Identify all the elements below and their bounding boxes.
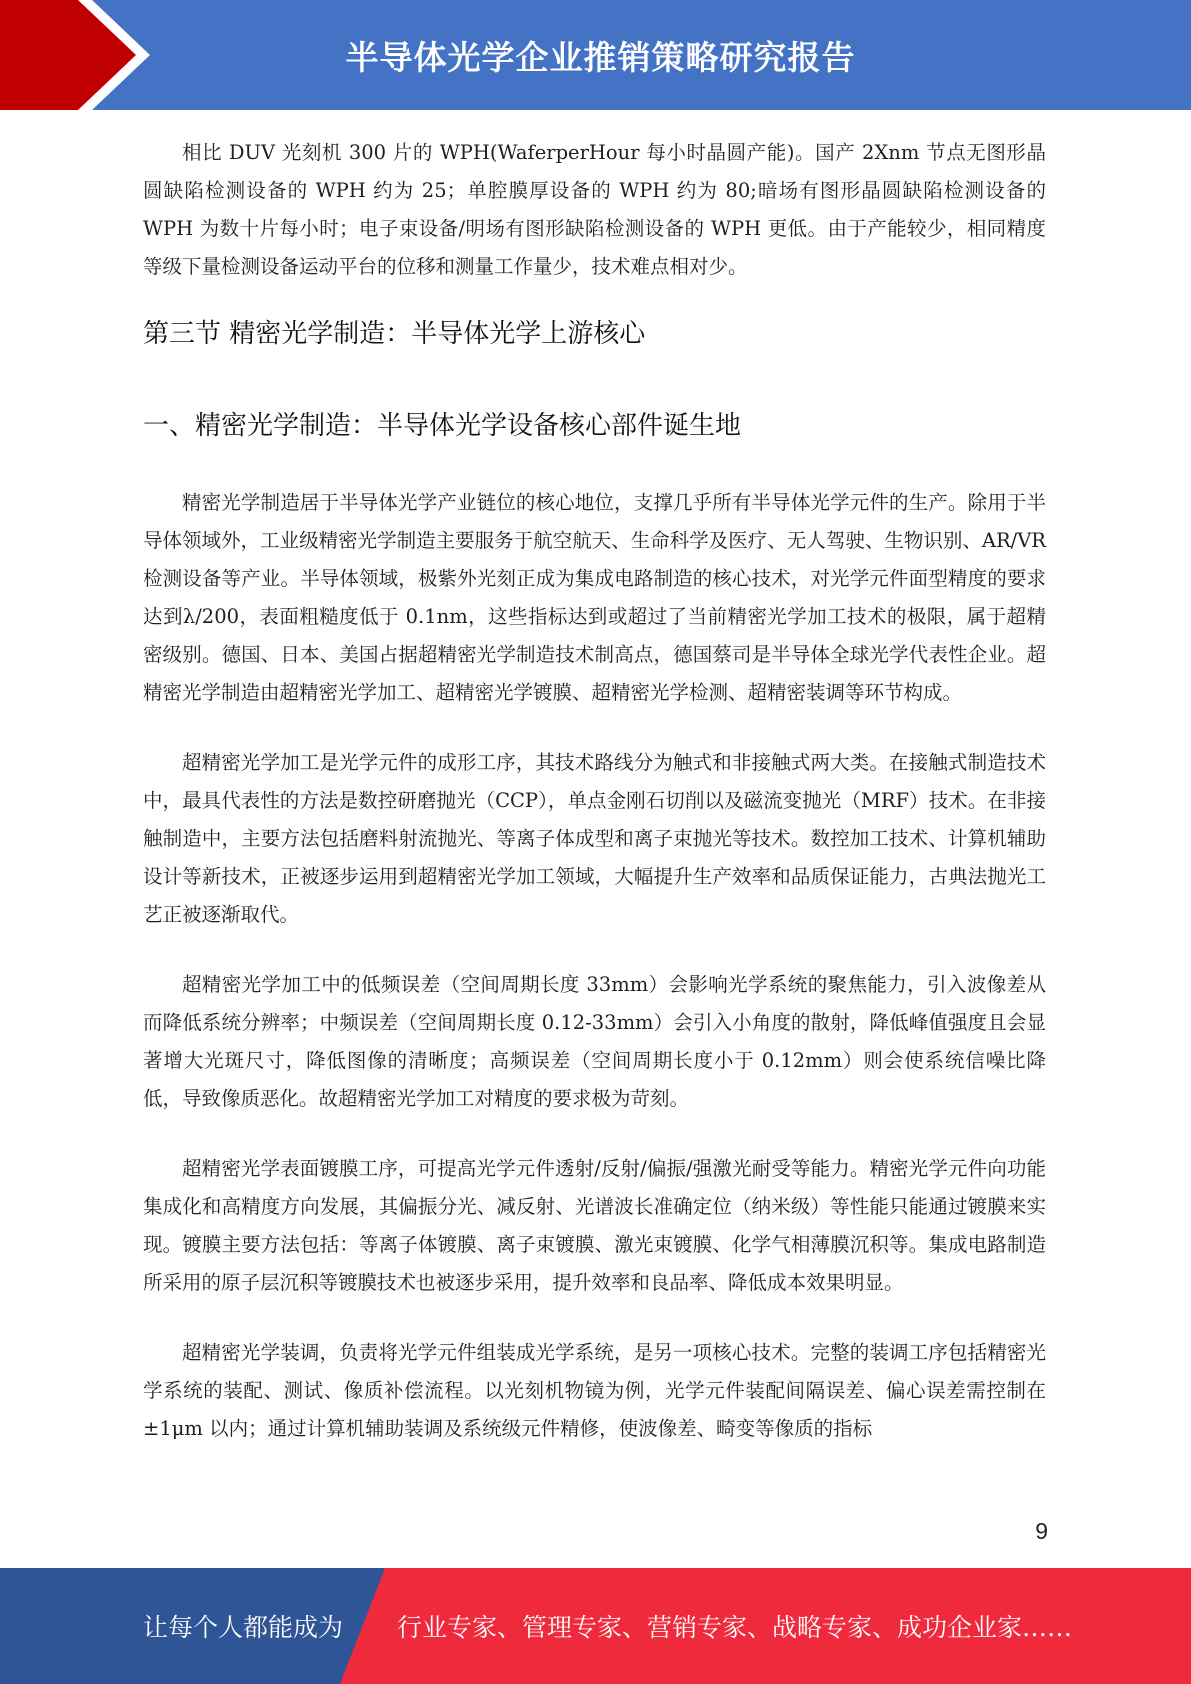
footer-slogan-right: 行业专家、管理专家、营销专家、战略专家、成功企业家…… — [397, 1613, 1073, 1642]
section-heading: 第三节 精密光学制造：半导体光学上游核心 — [143, 319, 646, 349]
report-title: 半导体光学企业推销策略研究报告 — [345, 37, 856, 77]
page-body — [143, 134, 1046, 1448]
subsection-heading: 一、精密光学制造：半导体光学设备核心部件诞生地 — [143, 411, 742, 441]
paragraph-precision-optics: 精密光学制造居于半导体光学产业链位的核心地位，支撑几乎所有半导体光学元件的生产。除用于半导体领域外，工业级精密光学制造主要服务于航空航天、生命科学及医疗、无人驾驶、生物识别、AR/VR 检测设备等产业。半导体领域，极紫外光刻正成为集成电路制造的核心技术，对光学元件面型精度的要求达到λ/200，表面粗糙度低于 0.1nm，这些指标达到或超过了当前精密光学加工技术的极限，属于超精密级别。德国、日本、美国占据超精密光学制造技术制高点，德国蔡司是半导体全球光学代表性企业。超精密光学制造由超精密光学加工、超精密光学镀膜、超精密光学检测、超精密装调等环节构成。 — [143, 491, 1046, 704]
page-footer-banner — [0, 1568, 1191, 1684]
paragraph-coating: 超精密光学表面镀膜工序，可提高光学元件透射/反射/偏振/强激光耐受等能力。精密光学元件向功能集成化和高精度方向发展，其偏振分光、减反射、光谱波长准确定位（纳米级）等性能只能通过镀膜来实现。镀膜主要方法包括：等离子体镀膜、离子束镀膜、激光束镀膜、化学气相薄膜沉积等。集成电路制造所采用的原子层沉积等镀膜技术也被逐步采用，提升效率和良品率、降低成本效果明显。 — [143, 1157, 1046, 1294]
page-number: 9 — [1035, 1518, 1048, 1544]
paragraph-ultra-precision-machining: 超精密光学加工是光学元件的成形工序，其技术路线分为触式和非接触式两大类。在接触式制造技术中，最具代表性的方法是数控研磨抛光（CCP），单点金刚石切削以及磁流变抛光（MRF）技术。在非接触制造中，主要方法包括磨料射流抛光、等离子体成型和离子束抛光等技术。数控加工技术、计算机辅助设计等新技术，正被逐步运用到超精密光学加工领域，大幅提升生产效率和品质保证能力，古典法抛光工艺正被逐渐取代。 — [143, 751, 1046, 926]
footer-slogan-left: 让每个人都能成为 — [143, 1613, 344, 1642]
paragraph-wph: 相比 DUV 光刻机 300 片的 WPH(WaferperHour 每小时晶圆产能)。国产 2Xnm 节点无图形晶圆缺陷检测设备的 WPH 约为 25；单腔膜厚设备的 WPH 约为 80;暗场有图形晶圆缺陷检测设备的 WPH 为数十片每小时；电子束设备/明场有图形缺陷检测设备的 WPH 更低。由于产能较少，相同精度等级下量检测设备运动平台的位移和测量工作量少，技术难点相对少。 — [143, 141, 1046, 278]
page-header-banner — [0, 0, 1191, 110]
paragraph-frequency-errors: 超精密光学加工中的低频误差（空间周期长度 33mm）会影响光学系统的聚焦能力，引入波像差从而降低系统分辨率；中频误差（空间周期长度 0.12-33mm）会引入小角度的散射，降低峰值强度且会显著增大光斑尺寸，降低图像的清晰度；高频误差（空间周期长度小于 0.12mm）则会使系统信噪比降低，导致像质恶化。故超精密光学加工对精度的要求极为苛刻。 — [143, 973, 1046, 1110]
paragraph-assembly: 超精密光学装调，负责将光学元件组装成光学系统，是另一项核心技术。完整的装调工序包括精密光学系统的装配、测试、像质补偿流程。以光刻机物镜为例，光学元件装配间隔误差、偏心误差需控制在±1μm 以内；通过计算机辅助装调及系统级元件精修，使波像差、畸变等像质的指标 — [143, 1341, 1046, 1440]
